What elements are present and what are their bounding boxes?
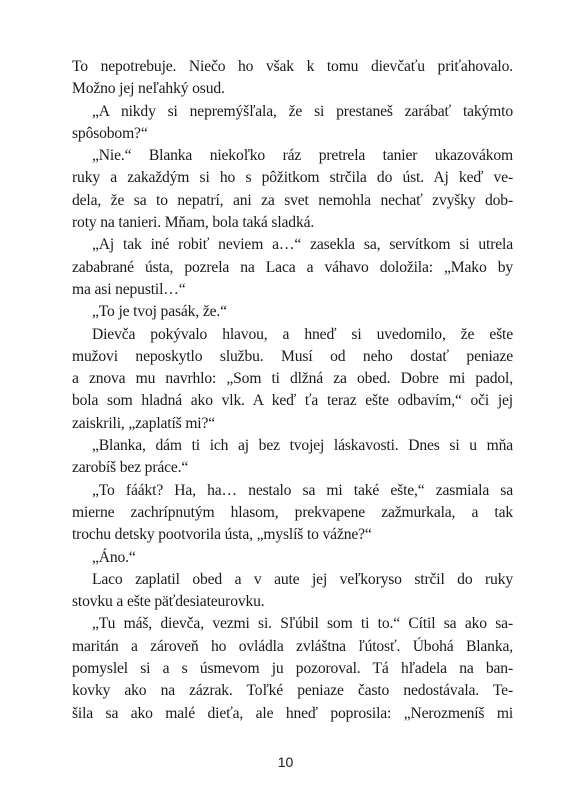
text-line: „Nie.“ Blanka niekoľko ráz pretrela tanier ukazovákom [92,147,513,165]
text-line: mierne zachrípnutým hlasom, prekvapene zažmurkala, a tak [72,503,513,521]
text-line: zarobíš bez práce.“ [72,459,189,477]
text-line: „A nikdy si nepremýšľala, že si prestaneš zarábať takýmto [92,102,513,120]
text-line: bola som hladná ako vlk. A keď ťa teraz ešte odbavím,“ oči jej [72,392,513,410]
text-line: zaiskrili, „zaplatíš mi?“ [72,414,216,432]
text-line: To nepotrebuje. Niečo ho však k tomu dievčaťu priťahovalo. [72,58,513,75]
text-line: maritán a zároveň ho ovládla zvláštna ľútosť. Úbohá Blanka, [72,637,513,655]
text-line: Možno jej neľahký osud. [72,80,225,98]
text-line: a znova mu navrhlo: „Som ti dlžná za obed. Dobre mi padol, [72,370,513,388]
text-line: trochu detsky pootvorila ústa, „myslíš to vážne?“ [72,526,372,544]
text-line: spôsobom?“ [72,124,148,142]
text-line: pomyslel si a s úsmevom ju pozoroval. Tá hľadela na ban- [72,660,513,678]
text-line: zababrané ústa, pozrela na Laca a váhavo doložila: „Mako by [72,258,513,276]
text-line: „Aj tak iné robiť neviem a…“ zasekla sa, servítkom si utrela [92,236,513,254]
page-number: 10 [277,754,294,770]
text-line: ma asi nepustil…“ [72,280,186,298]
text-line: ruky a zakaždým si ho s pôžitkom strčila do úst. Aj keď ve- [72,169,513,187]
text-line: „To je tvoj pasák, že.“ [92,303,227,321]
text-line: dela, že sa to nepatrí, ani za svet nemohla nechať zvyšky dob- [72,191,513,209]
text-line: „To fáákt? Ha, ha… nestalo sa mi také ešte,“ zasmiala sa [92,481,513,499]
text-line: „Tu máš, dievča, vezmi si. Sľúbil som ti to.“ Cítil sa ako sa- [92,615,513,633]
text-line: stovku a ešte päťdesiateurovku. [72,593,265,611]
text-line: „Áno.“ [92,548,136,566]
text-line: Dievča pokývalo hlavou, a hneď si uvedomilo, že ešte [92,325,513,343]
text-line: kovky ako na zázrak. Toľké peniaze často nedostávala. Te- [72,682,513,700]
body-text [72,56,513,725]
text-line: Laco zaplatil obed a v aute jej veľkoryso strčil do ruky [92,570,513,588]
text-line: šila sa ako malé dieťa, ale hneď poprosila: „Nerozmeníš mi [72,704,513,722]
text-line: mužovi neposkytlo službu. Musí od neho dostať peniaze [72,347,513,365]
text-line: roty na tanieri. Mňam, bola taká sladká. [72,214,315,232]
text-line: „Blanka, dám ti ich aj bez tvojej láskavosti. Dnes si u mňa [92,437,513,455]
